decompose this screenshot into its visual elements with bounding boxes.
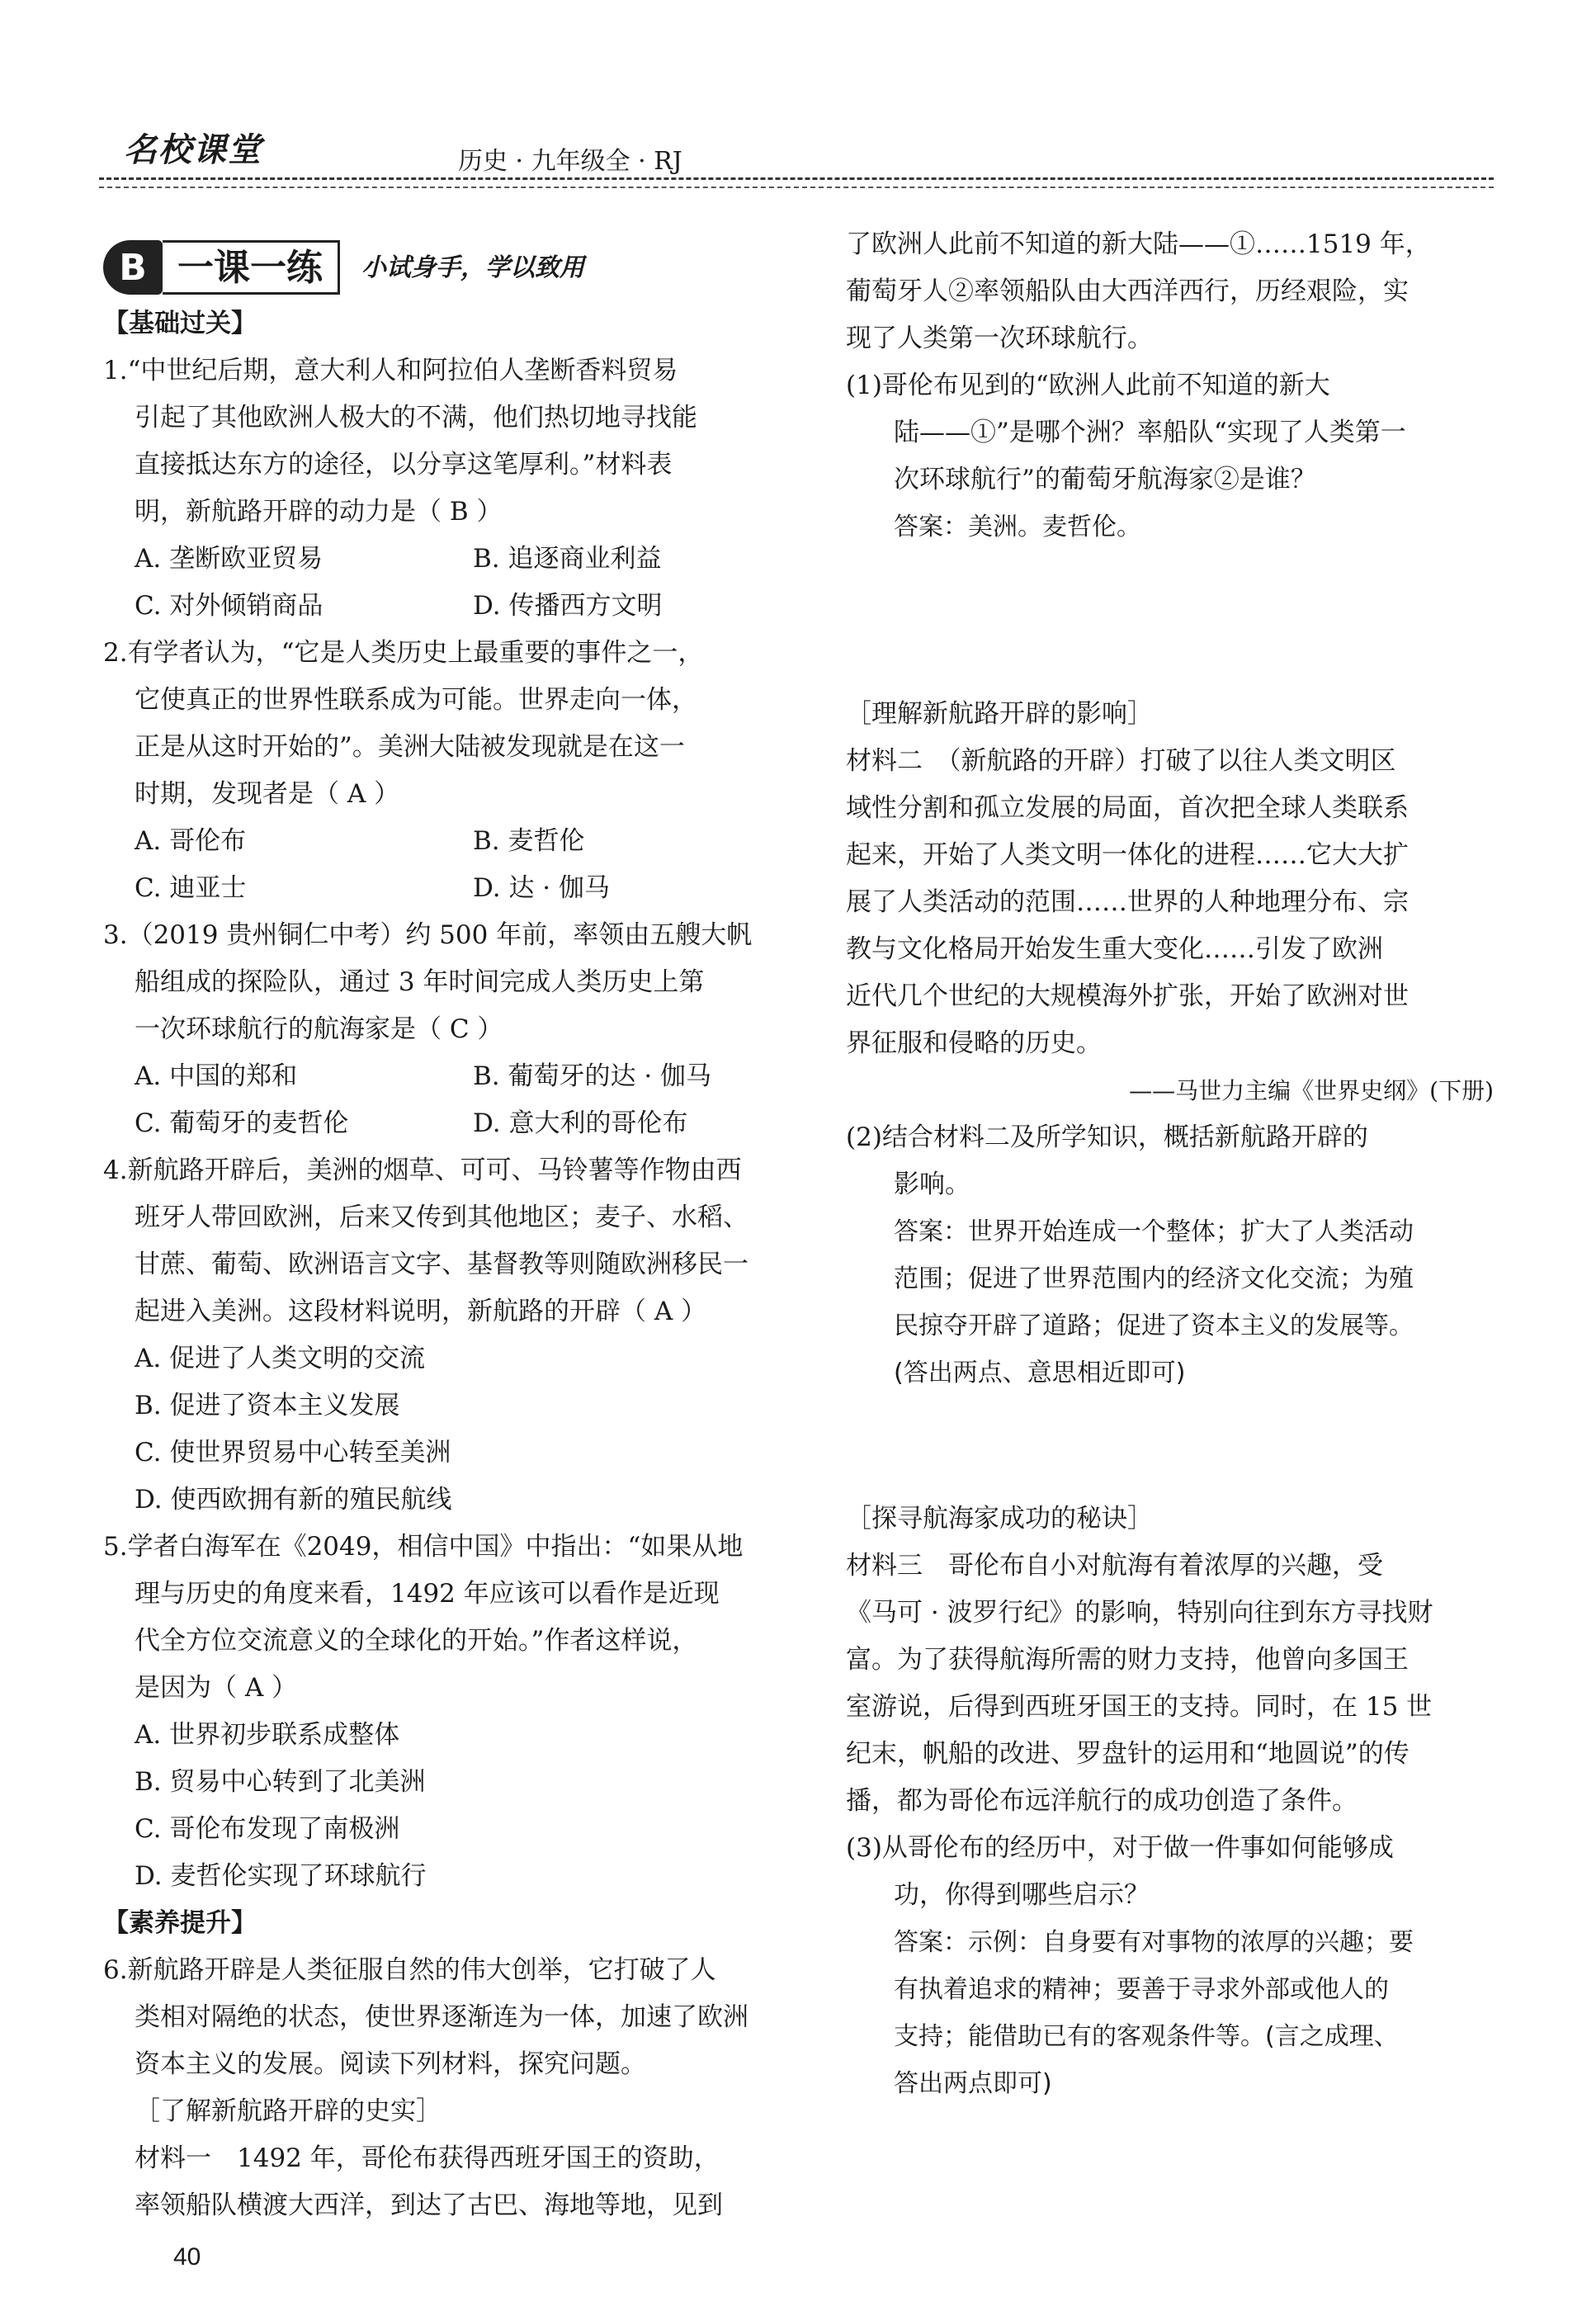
sub-question: 功，你得到哪些启示？ <box>894 1880 1150 1910</box>
question-text: 代全方位交流意义的全球化的开始。”作者这样说， <box>135 1626 698 1656</box>
question-text: 它使真正的世界性联系成为可能。世界走向一体， <box>135 685 697 715</box>
answer-text: 答出两点即可) <box>894 2069 1052 2098</box>
answer-text: 有执着追求的精神；要善于寻求外部或他人的 <box>894 1975 1389 2004</box>
sub-question: (1)哥伦布见到的“欧洲人此前不知道的新大 <box>846 371 1330 400</box>
option: B. 贸易中心转到了北美洲 <box>135 1767 426 1797</box>
question-text: 1.“中世纪后期，意大利人和阿拉伯人垄断香料贸易 <box>103 356 678 385</box>
material-text: 现了人类第一次环球航行。 <box>846 324 1153 353</box>
option: D. 意大利的哥伦布 <box>473 1108 688 1138</box>
material-text: 教与文化格局开始发生重大变化……引发了欧洲 <box>846 934 1383 964</box>
option: A. 中国的郑和 <box>135 1061 298 1091</box>
section-badge: B <box>103 240 163 295</box>
option: C. 使世界贸易中心转至美洲 <box>135 1438 451 1467</box>
question-text: 正是从这时开始的”。美洲大陆被发现就是在这一 <box>135 732 685 762</box>
right-column <box>846 221 1494 2107</box>
answer-text: 答案：示例：自身要有对事物的浓厚的兴趣；要 <box>894 1928 1414 1957</box>
option: C. 哥伦布发现了南极洲 <box>135 1814 400 1844</box>
material-text: 材料一 1492 年，哥伦布获得西班牙国王的资助， <box>135 2143 720 2173</box>
option: B. 葡萄牙的达 · 伽马 <box>473 1061 712 1091</box>
improve-section-label: 【素养提升】 <box>103 1908 257 1938</box>
question-6 <box>103 1947 780 2229</box>
material-text: 《马可 · 波罗行纪》的影响，特别向往到东方寻找财 <box>846 1598 1433 1628</box>
answer-text: 答案：世界开始连成一个整体；扩大了人类活动 <box>894 1217 1414 1246</box>
question-text: 5.学者白海军在《2049，相信中国》中指出：“如果从地 <box>103 1532 744 1562</box>
answer-text: 范围；促进了世界范围内的经济文化交流；为殖 <box>894 1264 1414 1293</box>
question-text: 班牙人带回欧洲，后来又传到其他地区；麦子、水稻、 <box>135 1203 748 1232</box>
option: A. 促进了人类文明的交流 <box>135 1344 426 1373</box>
subsection-heading: ［探寻航海家成功的秘诀］ <box>846 1504 1153 1534</box>
question-text: 引起了其他欧洲人极大的不满，他们热切地寻找能 <box>135 403 697 432</box>
material-text: 材料二 （新航路的开辟）打破了以往人类文明区 <box>846 746 1396 776</box>
sub-question: (3)从哥伦布的经历中，对于做一件事如何能够成 <box>846 1833 1394 1863</box>
material-text: 富。为了获得航海所需的财力支持，他曾向多国王 <box>846 1645 1409 1675</box>
basic-section-label: 【基础过关】 <box>103 309 257 338</box>
left-column <box>103 238 780 2229</box>
section-title-main: 一课一练 <box>163 240 340 295</box>
question-text: 一次环球航行的航海家是（ C ） <box>135 1014 503 1044</box>
answer-text: (答出两点、意思相近即可) <box>894 1359 1186 1387</box>
page-number: 40 <box>173 2243 201 2271</box>
question-3 <box>103 912 780 1147</box>
question-2 <box>103 630 780 912</box>
option: D. 传播西方文明 <box>473 591 663 621</box>
question-text: 起进入美洲。这段材料说明，新航路的开辟（ A ） <box>135 1297 707 1326</box>
material-text: 纪末，帆船的改进、罗盘针的运用和“地圆说”的传 <box>846 1739 1409 1769</box>
option: D. 使西欧拥有新的殖民航线 <box>135 1485 452 1515</box>
option: B. 麦哲伦 <box>473 826 585 856</box>
header-divider-secondary <box>99 187 1494 188</box>
material-text: 葡萄牙人②率领船队由大西洋西行，历经艰险，实 <box>846 276 1409 306</box>
option: A. 哥伦布 <box>135 826 247 856</box>
question-text: 直接抵达东方的途径，以分享这笔厚利。”材料表 <box>135 450 673 480</box>
answer-text: 支持；能借助已有的客观条件等。(言之成理、 <box>894 2022 1399 2051</box>
subject-header: 历史 · 九年级全 · RJ <box>458 147 682 176</box>
sub-question: 陆——①”是哪个洲？率船队“实现了人类第一 <box>894 418 1406 447</box>
material-text: 播，都为哥伦布远洋航行的成功创造了条件。 <box>846 1786 1358 1816</box>
material-text: 材料三 哥伦布自小对航海有着浓厚的兴趣，受 <box>846 1551 1383 1581</box>
question-text: 类相对隔绝的状态，使世界逐渐连为一体，加速了欧洲 <box>135 2002 748 2032</box>
material-text: 展了人类活动的范围……世界的人种地理分布、宗 <box>846 887 1409 917</box>
question-text: 船组成的探险队，通过 3 年时间完成人类历史上第 <box>135 967 705 997</box>
question-4 <box>103 1147 780 1524</box>
option: B. 促进了资本主义发展 <box>135 1391 400 1420</box>
option: B. 追逐商业利益 <box>473 544 662 574</box>
subsection-heading: ［了解新航路开辟的史实］ <box>135 2096 441 2126</box>
question-5 <box>103 1524 780 1900</box>
sub-question: 次环球航行”的葡萄牙航海家②是谁？ <box>894 465 1316 494</box>
material-text: 率领船队横渡大西洋，到达了古巴、海地等地，见到 <box>135 2190 723 2220</box>
question-text: 是因为（ A ） <box>135 1673 298 1703</box>
material-text: 近代几个世纪的大规模海外扩张，开始了欧洲对世 <box>846 981 1409 1011</box>
question-text: 2.有学者认为，“它是人类历史上最重要的事件之一， <box>103 638 704 668</box>
header-divider <box>99 177 1494 180</box>
sub-question: 影响。 <box>894 1170 970 1199</box>
option: C. 迪亚士 <box>135 873 247 903</box>
question-text: 4.新航路开辟后，美洲的烟草、可可、马铃薯等作物由西 <box>103 1156 742 1185</box>
material-text: 界征服和侵略的历史。 <box>846 1028 1102 1058</box>
sub-question: (2)结合材料二及所学知识，概括新航路开辟的 <box>846 1122 1368 1152</box>
question-text: 6.新航路开辟是人类征服自然的伟大创举，它打破了人 <box>103 1955 716 1985</box>
material-text: 起来，开始了人类文明一体化的进程……它大大扩 <box>846 840 1409 870</box>
question-text: 资本主义的发展。阅读下列材料，探究问题。 <box>135 2049 646 2079</box>
subsection-heading: ［理解新航路开辟的影响］ <box>846 699 1153 729</box>
option: D. 麦哲伦实现了环球航行 <box>135 1861 427 1891</box>
question-text: 甘蔗、葡萄、欧洲语言文字、基督教等则随欧洲移民一 <box>135 1250 748 1279</box>
material-text: 了欧洲人此前不知道的新大陆——①……1519 年， <box>846 229 1431 259</box>
question-text: 理与历史的角度来看，1492 年应该可以看作是近现 <box>135 1579 720 1609</box>
option: A. 世界初步联系成整体 <box>135 1720 400 1750</box>
question-text: 3.（2019 贵州铜仁中考）约 500 年前，率领由五艘大帆 <box>103 920 753 950</box>
question-text: 时期，发现者是（ A ） <box>135 779 400 809</box>
material-source: ——马世力主编《世界史纲》(下册) <box>1129 1077 1494 1104</box>
material-text: 域性分割和孤立发展的局面，首次把全球人类联系 <box>846 793 1409 823</box>
option: C. 葡萄牙的麦哲伦 <box>135 1108 349 1138</box>
option: C. 对外倾销商品 <box>135 591 323 621</box>
question-1 <box>103 347 780 630</box>
section-title <box>103 238 780 297</box>
answer-text: 民掠夺开辟了道路；促进了资本主义的发展等。 <box>894 1311 1414 1340</box>
option: D. 达 · 伽马 <box>473 873 611 903</box>
option: A. 垄断欧亚贸易 <box>135 544 323 574</box>
material-text: 室游说，后得到西班牙国王的支持。同时，在 15 世 <box>846 1692 1433 1722</box>
brand-logo: 名校课堂 <box>124 130 262 169</box>
answer-text: 答案：美洲。麦哲伦。 <box>894 513 1141 541</box>
section-title-sub: 小试身手，学以致用 <box>361 253 584 282</box>
question-text: 明，新航路开辟的动力是（ B ） <box>135 497 503 527</box>
